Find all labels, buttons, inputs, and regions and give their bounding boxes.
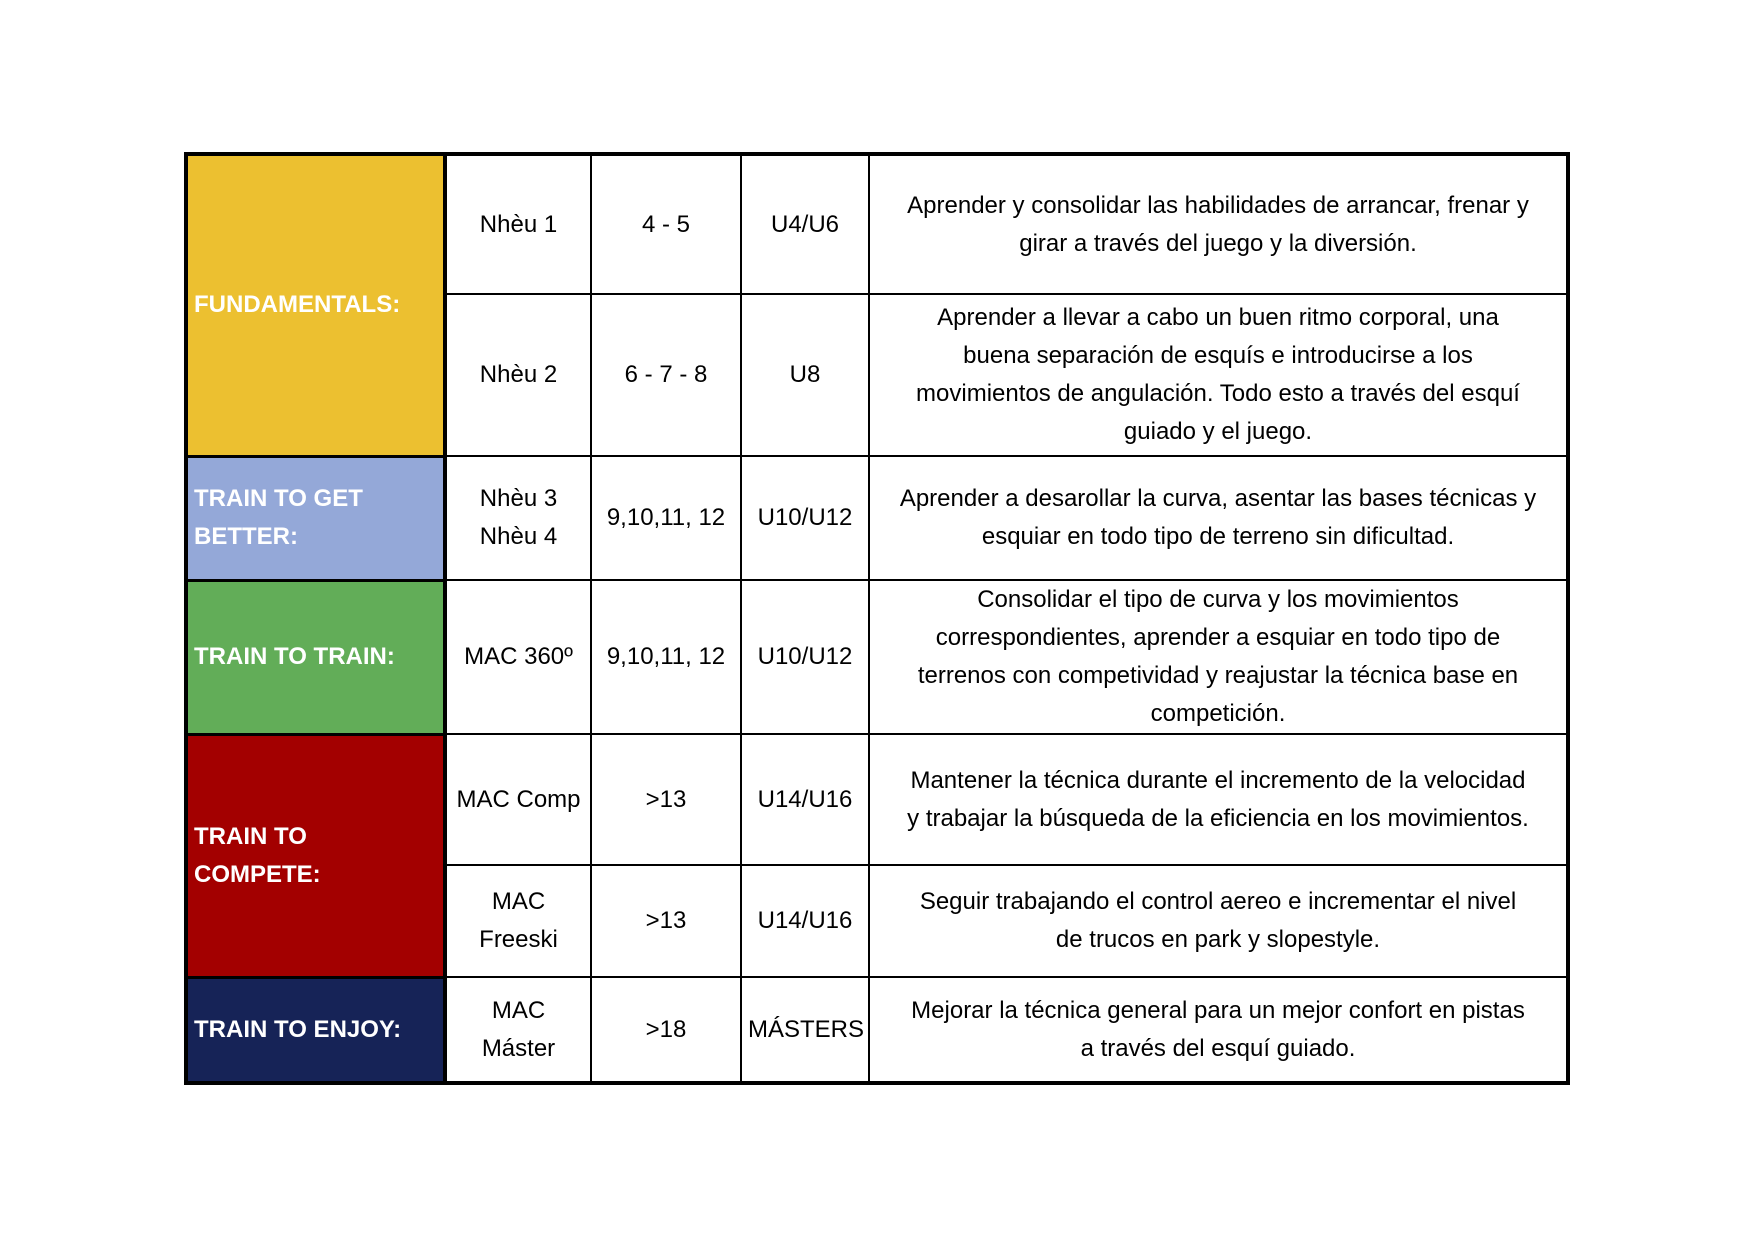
category-cell: U4/U6 [741,154,869,294]
ages-cell: 9,10,11, 12 [591,456,741,580]
group-cell: MAC 360º [445,580,591,734]
ages-cell: >13 [591,734,741,865]
description-cell: Seguir trabajando el control aereo e incrementar el nivel de trucos en park y slopestyle. [869,865,1568,977]
group-cell: Nhèu 2 [445,294,591,456]
ages-cell: >13 [591,865,741,977]
training-stages-table [184,152,1570,1085]
category-cell: U10/U12 [741,456,869,580]
category-cell: MÁSTERS [741,977,869,1083]
table-row [186,734,1568,865]
ages-cell: 9,10,11, 12 [591,580,741,734]
ages-cell: >18 [591,977,741,1083]
description-cell: Consolidar el tipo de curva y los movimientos correspondientes, aprender a esquiar en todo tipo de terrenos con competividad y reajustar la técnica base en competición. [869,580,1568,734]
table-row [186,580,1568,734]
ages-cell: 4 - 5 [591,154,741,294]
stage-label-train-to-compete: TRAIN TO COMPETE: [186,734,445,977]
group-cell: Nhèu 1 [445,154,591,294]
group-cell: Nhèu 3 Nhèu 4 [445,456,591,580]
description-cell: Mejorar la técnica general para un mejor confort en pistas a través del esquí guiado. [869,977,1568,1083]
table-row [186,456,1568,580]
description-cell: Aprender a llevar a cabo un buen ritmo corporal, una buena separación de esquís e introducirse a los movimientos de angulación. Todo esto a través del esquí guiado y el juego. [869,294,1568,456]
description-cell: Aprender a desarollar la curva, asentar las bases técnicas y esquiar en todo tipo de terreno sin dificultad. [869,456,1568,580]
ages-cell: 6 - 7 - 8 [591,294,741,456]
category-cell: U14/U16 [741,734,869,865]
table-row [186,977,1568,1083]
category-cell: U10/U12 [741,580,869,734]
description-cell: Mantener la técnica durante el incremento de la velocidad y trabajar la búsqueda de la eficiencia en los movimientos. [869,734,1568,865]
table-row [186,154,1568,294]
group-cell: MAC Máster [445,977,591,1083]
description-cell: Aprender y consolidar las habilidades de arrancar, frenar y girar a través del juego y la diversión. [869,154,1568,294]
stage-label-train-to-enjoy: TRAIN TO ENJOY: [186,977,445,1083]
group-cell: MAC Comp [445,734,591,865]
stage-label-train-to-get-better: TRAIN TO GET BETTER: [186,456,445,580]
group-cell: MAC Freeski [445,865,591,977]
stage-label-train-to-train: TRAIN TO TRAIN: [186,580,445,734]
category-cell: U8 [741,294,869,456]
stage-label-fundamentals: FUNDAMENTALS: [186,154,445,456]
category-cell: U14/U16 [741,865,869,977]
